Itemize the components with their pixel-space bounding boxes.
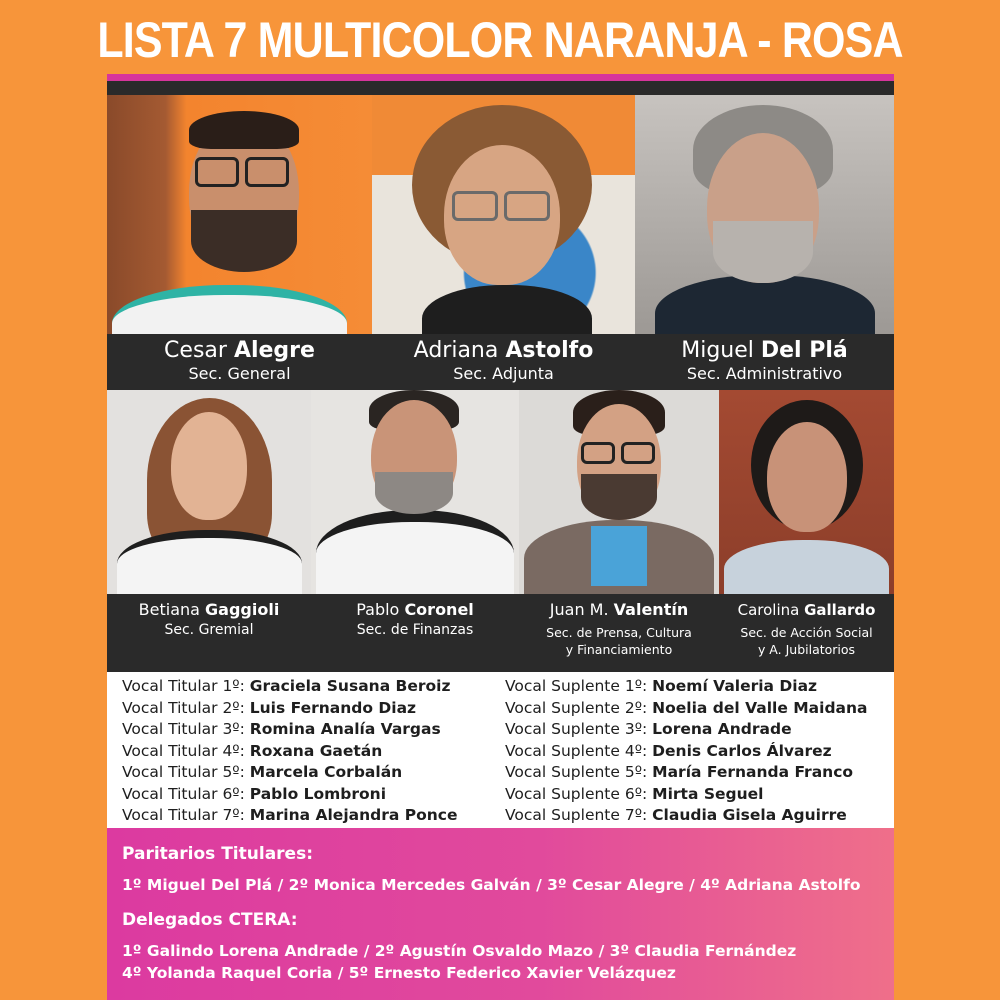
list-item: Vocal Suplente 7º: Claudia Gisela Aguirre — [505, 806, 847, 824]
photo-pablo-coronel — [311, 390, 519, 594]
list-item: Vocal Titular 5º: Marcela Corbalán — [122, 763, 403, 781]
list-item: Vocal Titular 4º: Roxana Gaetán — [122, 741, 383, 760]
photo-betiana-gaggioli — [107, 390, 311, 594]
role-label-line2: y A. Jubilatorios — [757, 642, 856, 657]
nameplate-betiana-gaggioli — [107, 594, 311, 672]
photo-juan-m-valentin — [519, 390, 719, 594]
role-label: Sec. de Acción Social — [740, 625, 873, 640]
first-name: Pablo — [356, 600, 400, 619]
first-name: Cesar — [164, 338, 227, 363]
candidate-card — [107, 74, 894, 1000]
list-item: Vocal Suplente 4º: Denis Carlos Álvarez — [505, 741, 832, 760]
nameplate-carolina-gallardo — [719, 594, 894, 672]
last-name: Alegre — [233, 338, 315, 363]
list-item: Vocal Titular 1º: Graciela Susana Beroiz — [122, 677, 451, 695]
vocales-suplentes-list — [505, 676, 868, 827]
list-item: Vocal Suplente 6º: Mirta Seguel — [505, 784, 764, 803]
role-label: Sec. General — [188, 364, 291, 383]
list-item: Vocal Suplente 1º: Noemí Valeria Diaz — [505, 677, 818, 695]
last-name: Del Plá — [760, 338, 848, 363]
list-item: Vocal Titular 7º: Marina Alejandra Ponce — [122, 806, 458, 824]
last-name: Valentín — [613, 600, 689, 619]
vocales-titulares-list — [122, 676, 457, 827]
last-name: Gaggioli — [205, 600, 280, 619]
first-name: Carolina — [737, 601, 800, 619]
pink-divider — [107, 74, 894, 81]
delegados-heading: Delegados CTERA: — [122, 910, 298, 930]
photo-miguel-del-pla — [635, 95, 894, 338]
list-item: Vocal Titular 2º: Luis Fernando Diaz — [122, 698, 417, 717]
delegados-list-line2: 4º Yolanda Raquel Coria / 5º Ernesto Federico Xavier Velázquez — [122, 964, 676, 982]
nameplate-juan-m-valentin — [519, 594, 719, 672]
role-label: Sec. Adjunta — [453, 364, 554, 383]
paritarios-list: 1º Miguel Del Plá / 2º Monica Mercedes Galván / 3º Cesar Alegre / 4º Adriana Astolfo — [122, 876, 861, 894]
nameplate-pablo-coronel — [311, 594, 519, 672]
role-label: Sec. Administrativo — [686, 364, 843, 383]
photo-cesar-alegre — [107, 95, 372, 338]
list-item: Vocal Titular 3º: Romina Analía Vargas — [122, 720, 441, 738]
nameplate-adriana-astolfo — [372, 334, 635, 390]
nameplate-cesar-alegre — [107, 334, 372, 390]
first-name: Miguel — [681, 338, 754, 363]
poster-title: LISTA 7 MULTICOLOR NARANJA - ROSA — [97, 12, 903, 68]
delegates-section — [107, 828, 894, 1000]
last-name: Gallardo — [804, 601, 876, 619]
role-label: Sec. de Prensa, Cultura — [546, 625, 692, 640]
list-item: Vocal Suplente 5º: María Fernanda Franco — [505, 763, 854, 781]
last-name: Astolfo — [505, 338, 594, 363]
first-name: Adriana — [413, 338, 499, 363]
role-label-line2: y Financiamiento — [565, 642, 673, 657]
vocales-section — [107, 672, 894, 828]
first-name: Betiana — [138, 600, 200, 619]
photo-adriana-astolfo — [372, 95, 635, 338]
list-item: Vocal Suplente 2º: Noelia del Valle Maidana — [505, 698, 868, 717]
delegados-list-line1: 1º Galindo Lorena Andrade / 2º Agustín Osvaldo Mazo / 3º Claudia Fernández — [122, 942, 797, 960]
nameplate-miguel-del-pla — [635, 334, 894, 390]
last-name: Coronel — [404, 600, 474, 619]
role-label: Sec. de Finanzas — [356, 622, 474, 638]
role-label: Sec. Gremial — [164, 622, 254, 638]
paritarios-heading: Paritarios Titulares: — [122, 844, 313, 864]
list-item: Vocal Suplente 3º: Lorena Andrade — [505, 720, 792, 738]
photo-carolina-gallardo — [719, 390, 894, 594]
first-name: Juan M. — [549, 600, 609, 619]
list-item: Vocal Titular 6º: Pablo Lombroni — [122, 784, 387, 803]
